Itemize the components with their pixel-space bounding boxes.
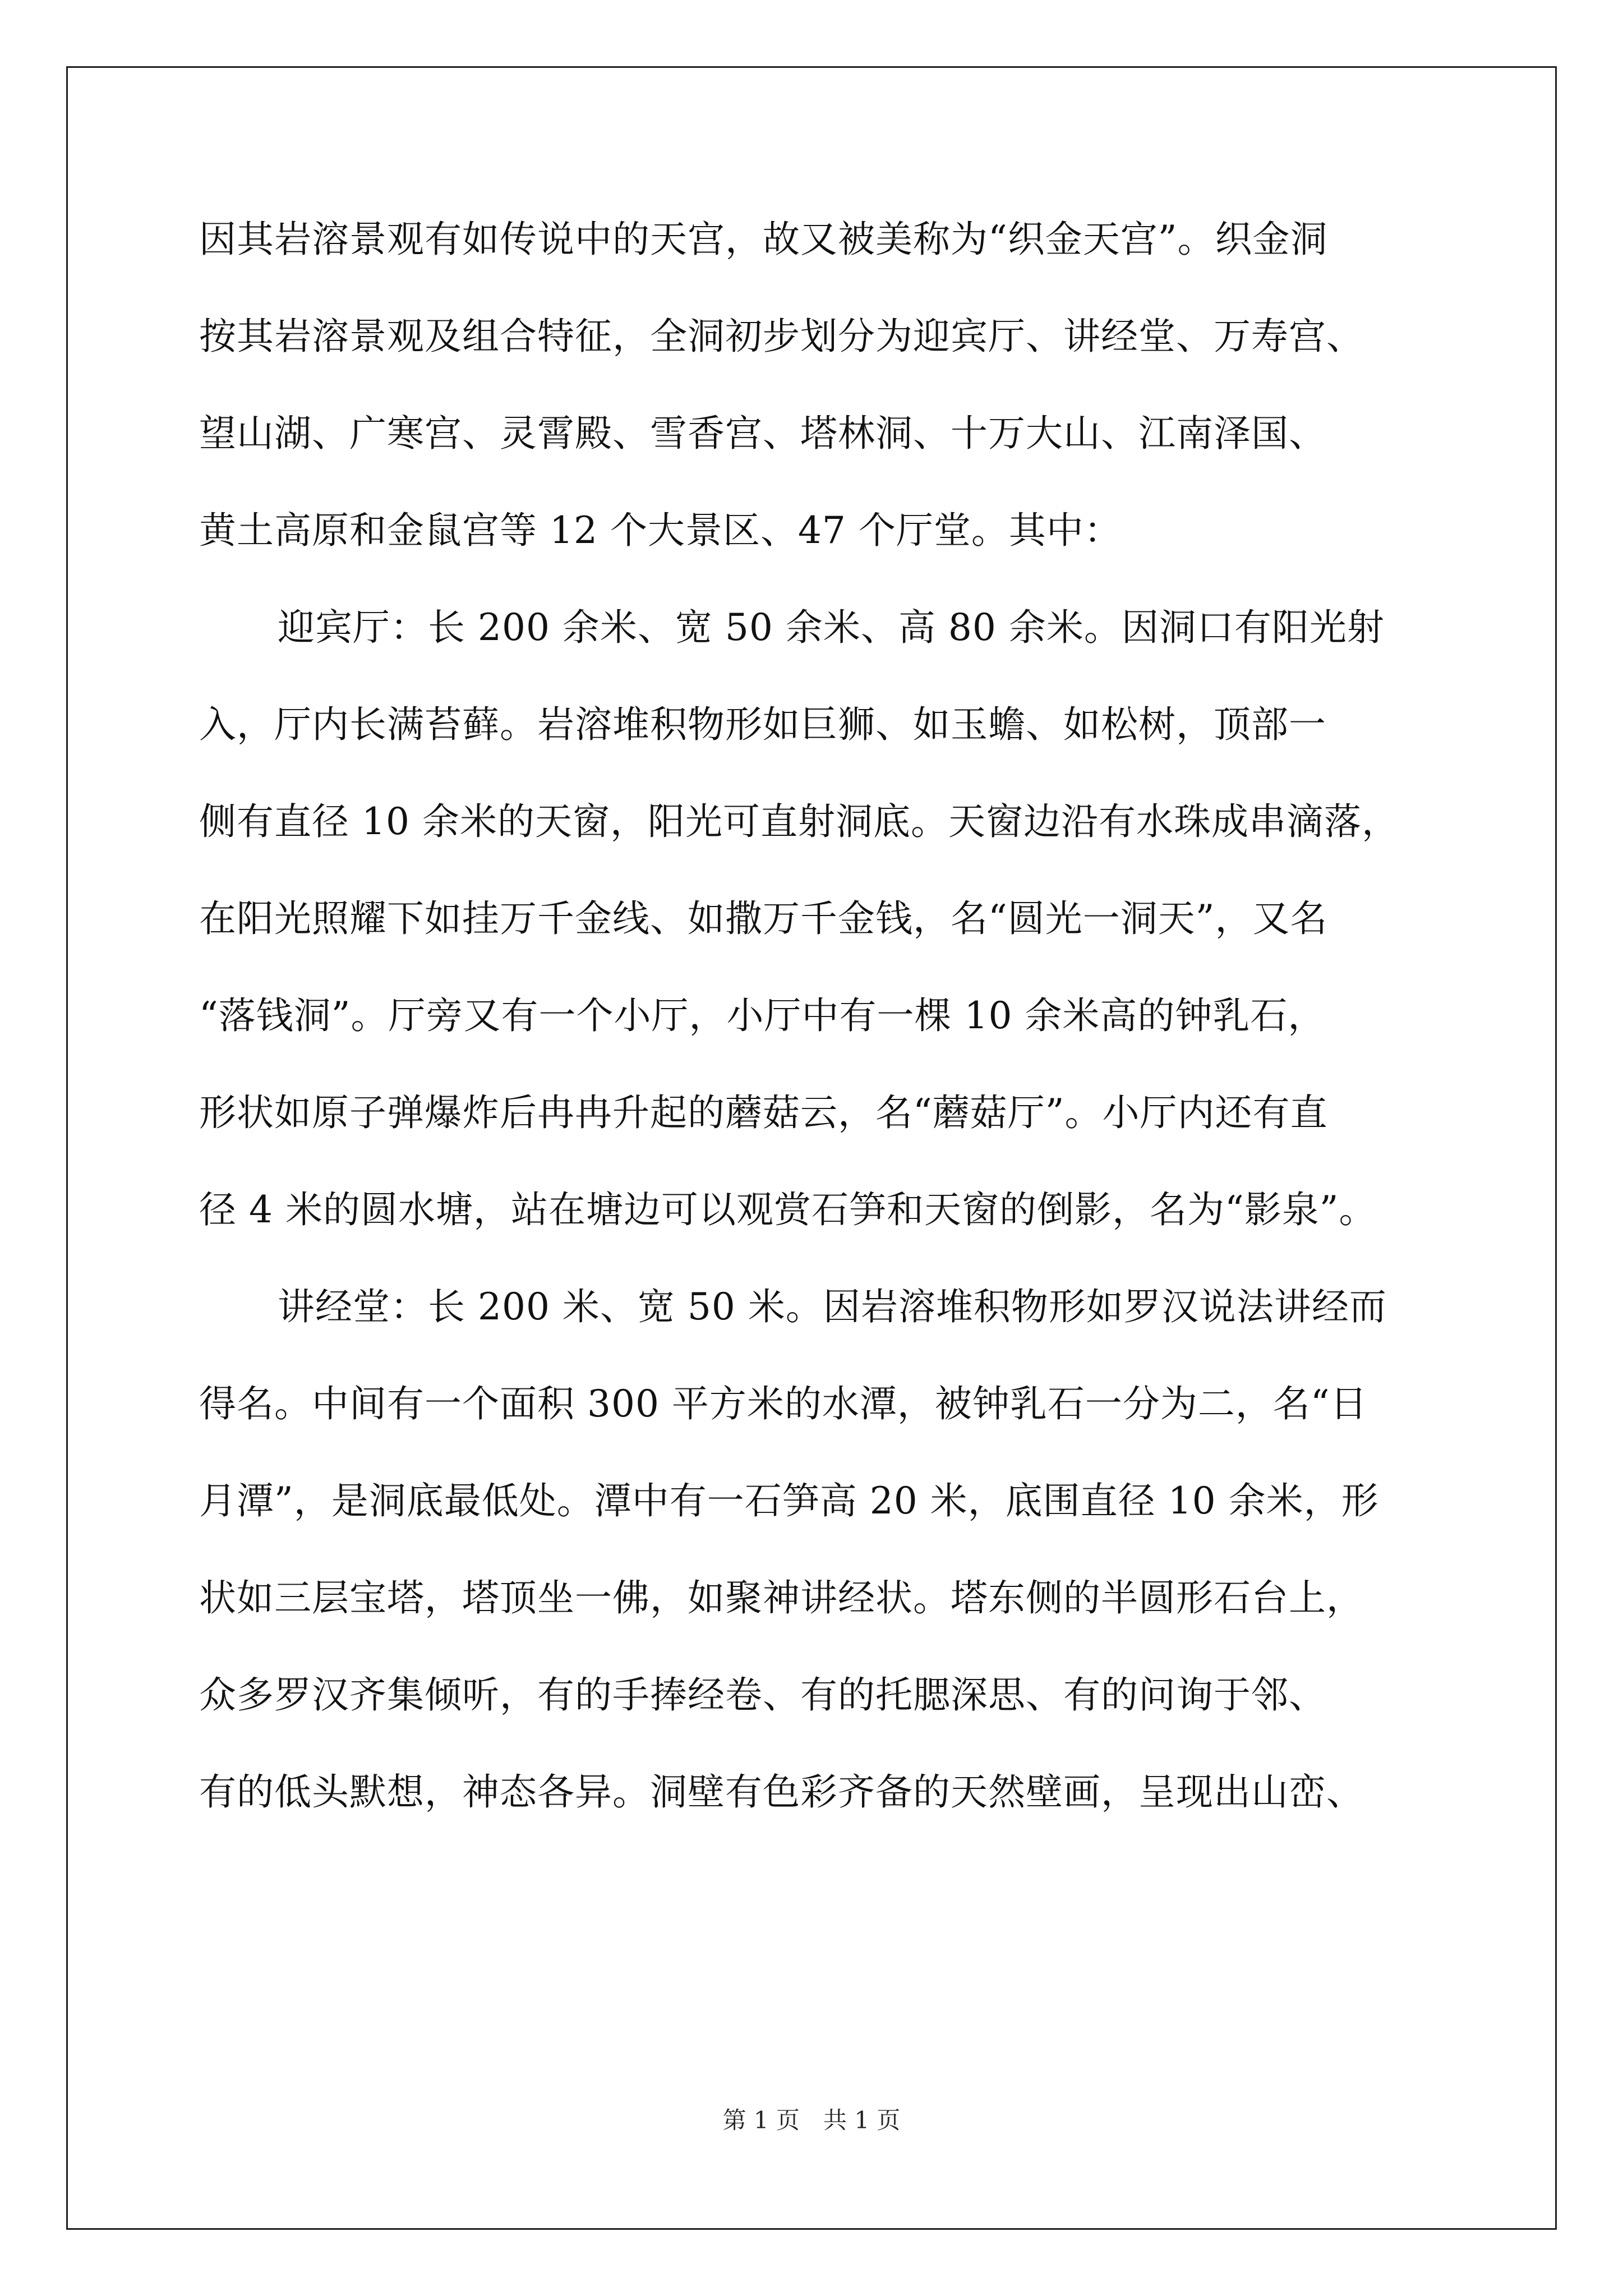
text-line: 径 4 米的圆水塘，站在塘边可以观赏石笋和天窗的倒影，名为“影泉”。 — [199, 1188, 1377, 1231]
document-body — [199, 220, 1450, 1870]
text-line: 讲经堂：长 200 米、宽 50 米。因岩溶堆积物形如罗汉说法讲经而 — [278, 1285, 1387, 1328]
text-line: 黄土高原和金鼠宫等 12 个大景区、47 个厅堂。其中： — [199, 509, 1122, 552]
text-line: 望山湖、广寒宫、灵霄殿、雪香宫、塔林洞、十万大山、江南泽国、 — [199, 412, 1326, 455]
text-line: 入，厅内长满苔藓。岩溶堆积物形如巨狮、如玉蟾、如松树，顶部一 — [199, 703, 1326, 746]
text-line: 得名。中间有一个面积 300 平方米的水潭，被钟乳石一分为二，名“日 — [199, 1382, 1368, 1425]
text-line: 众多罗汉齐集倾听，有的手捧经卷、有的托腮深思、有的问询于邻、 — [199, 1673, 1326, 1717]
text-line: 侧有直径 10 余米的天窗，阳光可直射洞底。天窗边沿有水珠成串滴落， — [199, 800, 1399, 843]
text-line: 按其岩溶景观及组合特征，全洞初步划分为迎宾厅、讲经堂、万寿宫、 — [199, 315, 1364, 358]
text-line: 月潭”，是洞底最低处。潭中有一石笋高 20 米，底围直径 10 余米，形 — [199, 1479, 1379, 1522]
text-line: 在阳光照耀下如挂万千金线、如撒万千金钱，名“圆光一洞天”，又名 — [199, 897, 1328, 940]
page-footer: 第 1 页 共 1 页 — [722, 2106, 901, 2134]
text-line: 有的低头默想，神态各异。洞壁有色彩齐备的天然壁画，呈现出山峦、 — [199, 1770, 1364, 1814]
text-line: 状如三层宝塔，塔顶坐一佛，如聚神讲经状。塔东侧的半圆形石台上， — [199, 1576, 1364, 1619]
text-line: 迎宾厅：长 200 余米、宽 50 余米、高 80 余米。因洞口有阳光射 — [278, 606, 1385, 649]
text-line: “落钱洞”。厅旁又有一个小厅，小厅中有一棵 10 余米高的钟乳石， — [199, 994, 1326, 1037]
text-line: 形状如原子弹爆炸后冉冉升起的蘑菇云，名“蘑菇厅”。小厅内还有直 — [199, 1091, 1328, 1134]
text-line: 因其岩溶景观有如传说中的天宫，故又被美称为“织金天宫”。织金洞 — [199, 218, 1328, 261]
